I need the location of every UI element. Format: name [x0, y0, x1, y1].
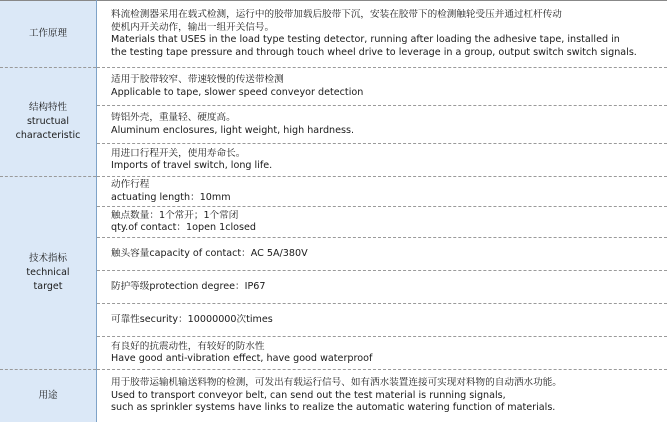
technical-row: [0, 238, 667, 271]
structural-item: 适用于胶带较窄、带速较慢的传送带检测 Applicable to tape, slower speed conveyor detection: [97, 68, 667, 106]
technical-item: 触头容量capacity of contact：AC 5A/380V: [97, 238, 667, 271]
structural-label: 结构特性 structual characteristic: [0, 68, 97, 177]
technical-label: 技术指标 technical target: [0, 177, 97, 370]
structural-row: [0, 106, 667, 144]
technical-item: 有良好的抗震动性，有较好的防水性 Have good anti-vibration effect, have good waterproof: [97, 337, 667, 370]
principle-text: 料流检测器采用在载式检测，运行中的胶带加载后胶带下沉，安装在胶带下的检测触轮受压并通过杠杆传动 使机内开关动作，输出一组开关信号。 Materials that USES in the load type testing detector, running after loading the adhesive tape, installed in the testing tape pressure and through touch wheel drive to leverage in a group, output switch switch signals.: [97, 1, 667, 68]
principle-row: [0, 1, 667, 68]
technical-item: 触点数量：1个常开；1个常闭 qty.of contact：1open 1closed: [97, 207, 667, 238]
usage-row: [0, 370, 667, 422]
technical-row: [0, 177, 667, 207]
technical-row: [0, 304, 667, 337]
structural-item: 铸铝外壳，重量轻、硬度高。 Aluminum enclosures, light weight, high hardness.: [97, 106, 667, 144]
technical-row: [0, 337, 667, 370]
usage-text: 用于胶带运输机输送料物的检测，可发出有载运行信号、如有洒水装置连接可实现对料物的自动洒水功能。 Used to transport conveyor belt, can send out the test material is running signals, such as sprinkler systems have links to realize the automatic watering function of materials.: [111, 377, 562, 413]
technical-item: 可靠性security：10000000次times: [97, 304, 667, 337]
structural-row: [0, 144, 667, 177]
structural-item: 用进口行程开关，使用寿命长。 Imports of travel switch, long life.: [97, 144, 667, 177]
technical-row: [0, 271, 667, 304]
technical-item: 动作行程 actuating length：10mm: [97, 177, 667, 207]
principle-label: 工作原理: [0, 1, 97, 68]
technical-row: [0, 207, 667, 238]
usage-label: 用途: [0, 370, 97, 422]
technical-item: 防护等级protection degree：IP67: [97, 271, 667, 304]
structural-row: [0, 68, 667, 106]
